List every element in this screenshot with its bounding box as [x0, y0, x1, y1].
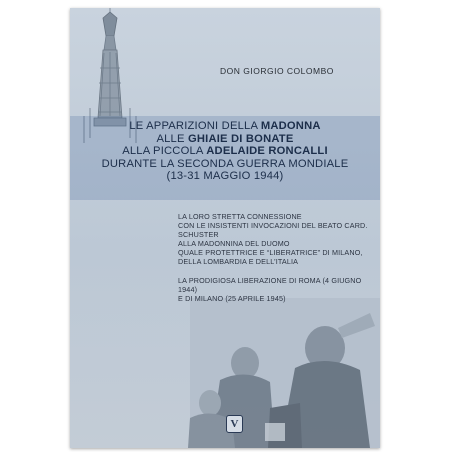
title-line1-text: LE APPARIZIONI DELLA	[129, 120, 261, 132]
desc-line: DELLA LOMBARDIA E DELL’ITALIA	[178, 257, 299, 266]
description-para2	[178, 276, 378, 303]
desc-line: CON LE INSISTENTI INVOCAZIONI DEL BEATO CARD. SCHUSTER	[178, 221, 368, 239]
title-ghiaie: GHIAIE DI BONATE	[187, 132, 294, 145]
title-madonna: MADONNA	[260, 120, 321, 132]
description-para1	[178, 212, 378, 266]
title-line5: (13-31 MAGGIO 1944)	[166, 170, 284, 183]
desc-line: QUALE PROTETTRICE E “LIBERATRICE” DI MILANO,	[178, 248, 363, 257]
desc-line: LA PRODIGIOSA LIBERAZIONE DI ROMA (4 GIUGNO 1944)	[178, 276, 362, 294]
title-line4: DURANTE LA SECONDA GUERRA MONDIALE	[101, 157, 349, 170]
description	[178, 212, 378, 313]
book-title	[70, 120, 380, 183]
book-cover	[70, 8, 380, 448]
title-line2-text: ALLE	[156, 132, 188, 145]
title-adelaide: ADELAIDE RONCALLI	[206, 145, 328, 158]
clergy-crowd-photo	[188, 298, 380, 448]
author-name: DON GIORGIO COLOMBO	[220, 66, 334, 76]
desc-line: E DI MILANO (25 APRILE 1945)	[178, 294, 286, 303]
publisher-logo: V	[226, 415, 243, 433]
desc-line: LA LORO STRETTA CONNESSIONE	[178, 212, 302, 221]
desc-line: ALLA MADONNINA DEL DUOMO	[178, 239, 290, 248]
title-line3-text: ALLA PICCOLA	[122, 145, 207, 158]
